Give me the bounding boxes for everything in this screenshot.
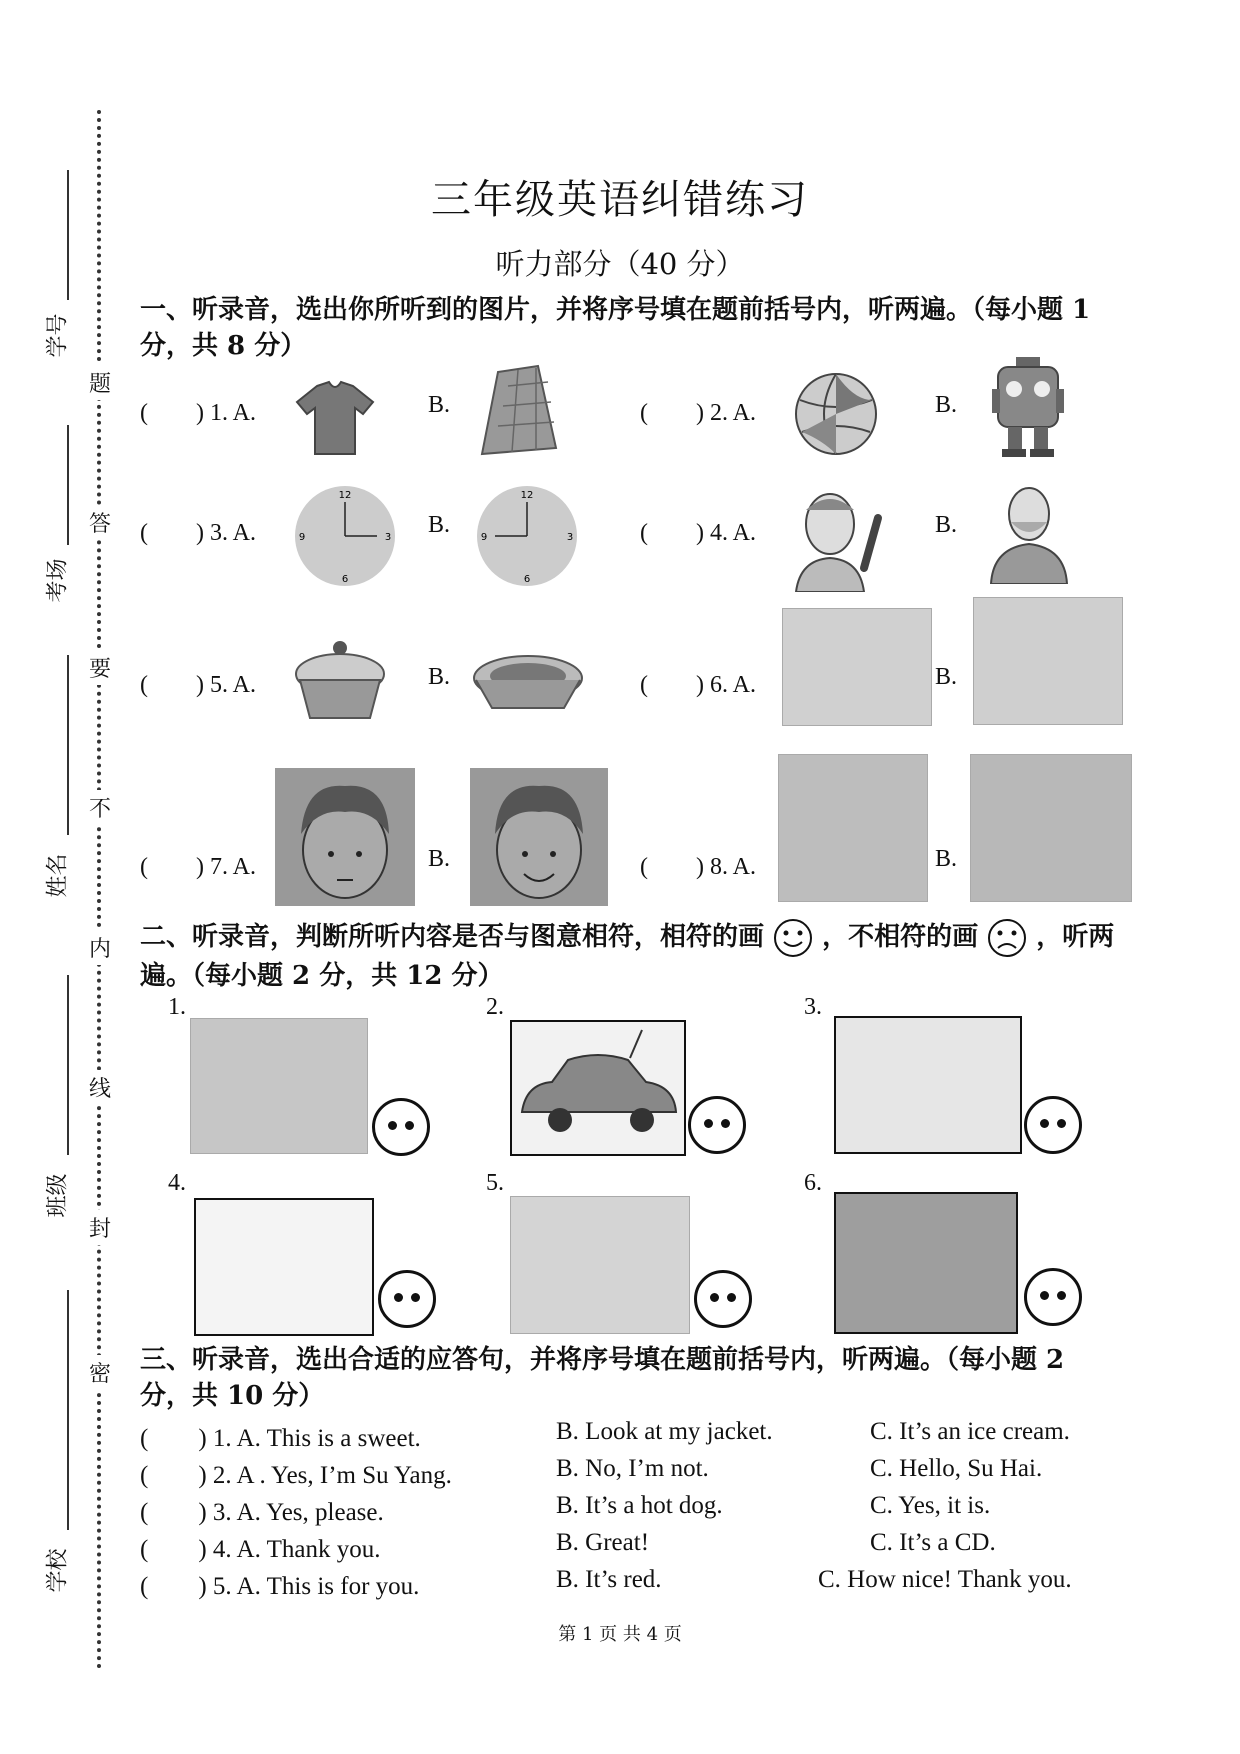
question-label: ( ) 4. A. [640,520,756,546]
blank-face-icon[interactable] [688,1096,746,1154]
section2-heading [140,918,1120,994]
page-footer: 第 1 页 共 4 页 [558,1624,682,1645]
man-waving-picture [790,488,890,592]
exam-room-blank [67,425,69,545]
clock-number: 6 [341,574,349,585]
section3-heading: 三、听录音，选出合适的应答句，并将序号填在题前括号内，听两遍。（每小题 2 分，共 10 分） [140,1345,1065,1411]
question-label: ( ) 2. A. [640,400,756,426]
question-row-b: B. It’s a hot dog. [556,1492,723,1519]
smiley-face-icon [773,918,813,958]
item-number: 3. [804,994,822,1020]
option-b-label: B. [935,664,958,690]
margin-label-student-id: 学号 [45,313,71,358]
option-b-label: B. [428,512,451,538]
seal-char: 答 [88,505,112,540]
question-row-a: ( ) 4. A. Thank you. [140,1536,381,1563]
section2-heading-part1: 二、听录音，判断所听内容是否与图意相符，相符的画 [140,922,765,952]
question-row-b: B. Look at my jacket. [556,1418,773,1445]
sad-face-icon [987,918,1027,958]
robot-picture [990,355,1066,459]
option-b-label: B. [935,392,958,418]
seal-char: 封 [88,1210,112,1245]
option-b-label: B. [935,846,958,872]
question-label: ( ) 1. A. [140,400,256,426]
question-row-a: ( ) 3. A. Yes, please. [140,1499,384,1526]
boy-face-picture-b [470,768,608,906]
seal-char: 密 [88,1355,112,1390]
seal-char: 线 [88,1070,112,1105]
question-row-a: ( ) 5. A. This is for you. [140,1573,420,1600]
section2-heading-part3: ，听两遍。（每小题 2 分，共 12 分） [140,922,1115,991]
clock-number: 3 [566,532,574,543]
cake-picture [292,638,388,722]
car-icon [512,1022,684,1154]
family-picture [782,608,932,726]
option-b-label: B. [428,846,451,872]
question-row-b: B. Great! [556,1529,650,1556]
question-label: ( ) 6. A. [640,672,756,698]
dancing-people-picture [834,1192,1018,1334]
toy-car-picture [510,1020,686,1156]
clock-number: 9 [480,532,488,543]
item-number: 6. [804,1170,822,1196]
clock-number: 12 [520,490,534,501]
question-row-c: C. Hello, Su Hai. [870,1455,1043,1482]
clock-picture-b [475,484,579,588]
blank-face-icon[interactable] [694,1270,752,1328]
page-subtitle: 听力部分（40 分） [495,247,745,281]
clock-number: 3 [384,532,392,543]
item-number: 2. [486,994,504,1020]
skirt-picture [478,362,558,460]
question-row-c: C. It’s a CD. [870,1529,996,1556]
class-blank [67,975,69,1155]
question-row-c: C. How nice! Thank you. [818,1566,1072,1593]
boat-picture [778,754,928,902]
name-blank [67,655,69,835]
margin-label-school: 学校 [45,1548,71,1593]
question-label: ( ) 5. A. [140,672,256,698]
question-label: ( ) 3. A. [140,520,256,546]
family-walk-picture [194,1198,374,1336]
page-title: 三年级英语纠错练习 [431,177,809,223]
clock-number: 12 [338,490,352,501]
tshirt-picture [295,378,375,458]
item-number: 1. [168,994,186,1020]
blank-face-icon[interactable] [372,1098,430,1156]
blank-face-icon[interactable] [378,1270,436,1328]
section2-heading-part2: ，不相符的画 [822,922,979,952]
clock-number: 6 [523,574,531,585]
gift-box-picture [510,1196,690,1334]
margin-label-name: 姓名 [45,853,71,898]
question-label: ( ) 7. A. [140,854,256,880]
item-number: 4. [168,1170,186,1196]
boy-face-picture-a [275,768,415,906]
margin-label-class: 班级 [45,1173,71,1218]
clock-picture-a [293,484,397,588]
seal-char: 内 [88,930,112,965]
seal-char: 要 [88,650,112,685]
ball-picture [792,370,880,458]
option-b-label: B. [428,664,451,690]
question-row-b: B. It’s red. [556,1566,662,1593]
item-number: 5. [486,1170,504,1196]
section1-heading: 一、听录音，选出你所听到的图片，并将序号填在题前括号内，听两遍。（每小题 1 分，共 8 分） [140,295,1091,361]
question-row-a: ( ) 2. A . Yes, I’m Su Yang. [140,1462,452,1489]
blank-face-icon[interactable] [1024,1268,1082,1326]
old-man-picture [985,482,1071,584]
option-b-label: B. [428,392,451,418]
school-blank [67,1290,69,1530]
car-ride-picture [970,754,1132,902]
question-row-c: C. It’s an ice cream. [870,1418,1070,1445]
margin-label-exam-room: 考场 [45,558,71,603]
pie-picture [472,650,584,716]
question-row-a: ( ) 1. A. This is a sweet. [140,1425,421,1452]
seal-char: 不 [88,790,112,825]
option-b-label: B. [935,512,958,538]
blank-face-icon[interactable] [1024,1096,1082,1154]
people-outdoor-picture [973,597,1123,725]
question-row-b: B. No, I’m not. [556,1455,709,1482]
question-label: ( ) 8. A. [640,854,756,880]
mice-reading-picture [834,1016,1022,1154]
clock-number: 9 [298,532,306,543]
question-row-c: C. Yes, it is. [870,1492,991,1519]
birthday-party-picture [190,1018,368,1154]
seal-char: 题 [88,365,112,400]
seal-dotted-line [97,110,101,1670]
